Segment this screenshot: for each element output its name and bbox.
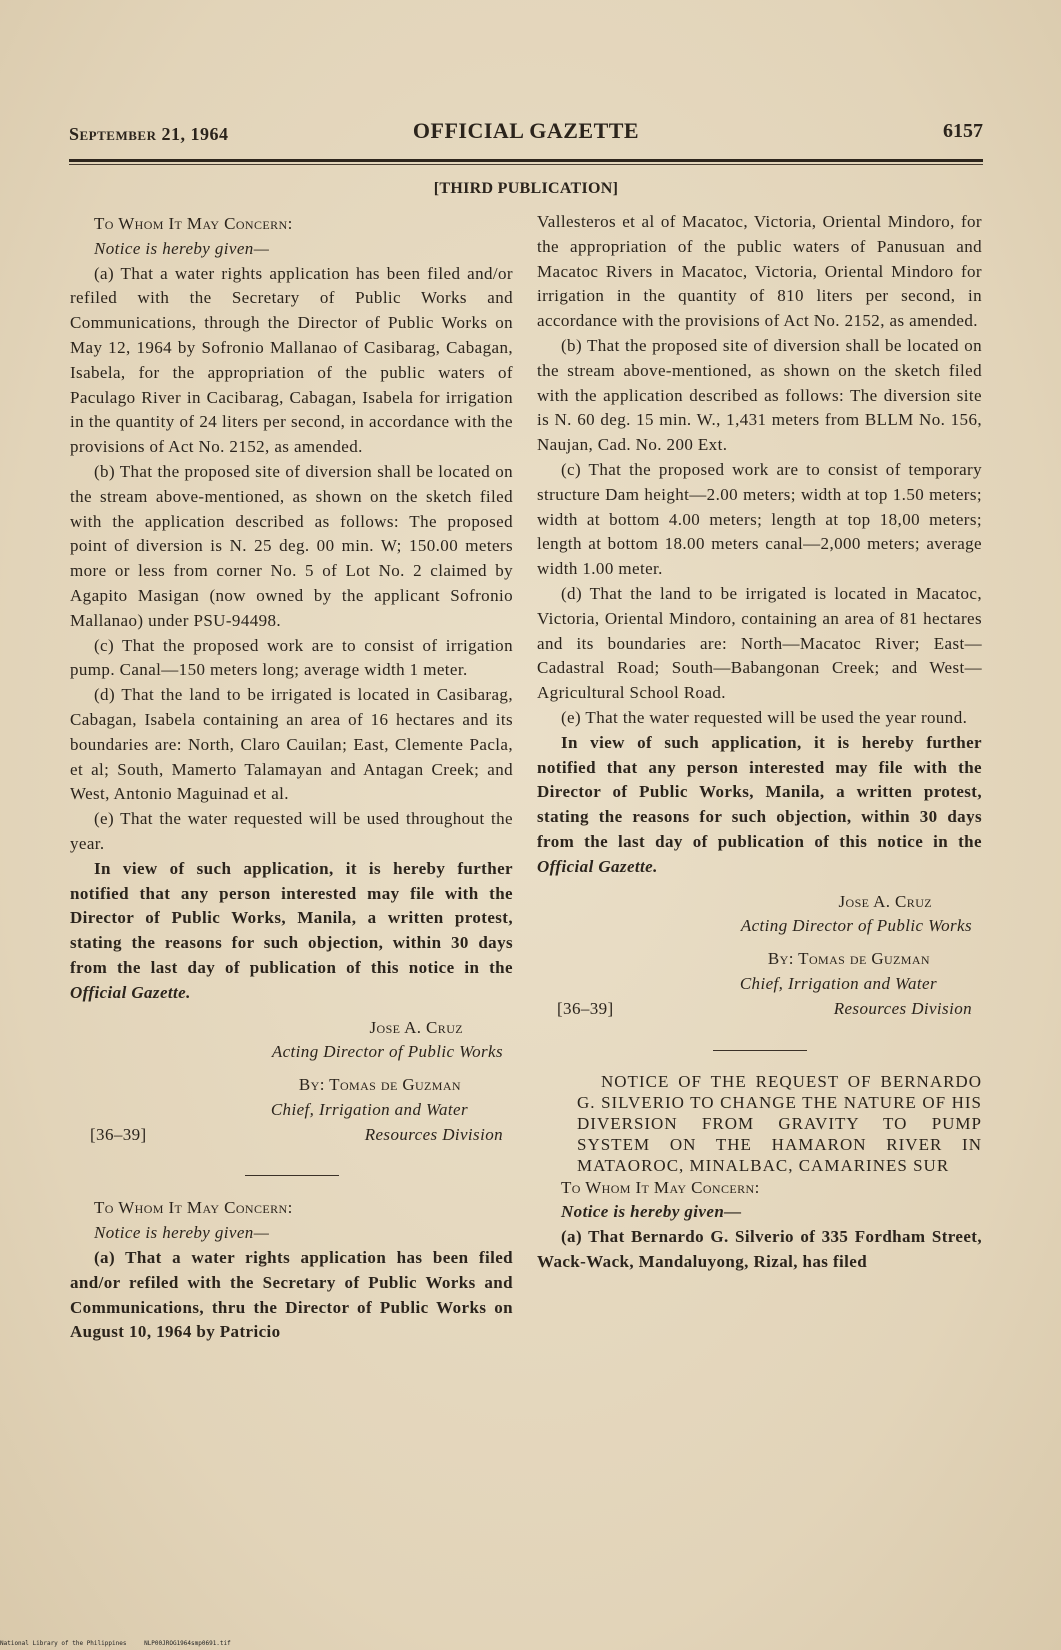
header-rule	[69, 159, 983, 162]
paragraph-a-continued: Vallesteros et al of Macatoc, Victoria, Oriental Mindoro, for the appropriation of the public waters of Panusuan and Macatoc Rivers in Macatoc, Victoria, Oriental Mindoro for irrigation in the quantity of 810 liters per second, in accordance with the provisions of Act No. 2152, as amended.	[537, 212, 982, 331]
gazette-reference: Official Gazette.	[70, 982, 191, 1002]
closing-paragraph	[537, 731, 982, 880]
reference-number: [36–39]	[90, 1124, 147, 1144]
file-name: NLP00JROG1964smp0691.tif	[144, 1640, 231, 1647]
by-title-1: Chief, Irrigation and Water	[739, 973, 937, 993]
salutation: To Whom It May Concern:	[561, 1177, 760, 1197]
signatory-name: Jose A. Cruz	[838, 891, 932, 911]
by-title-1: Chief, Irrigation and Water	[270, 1099, 468, 1119]
notice-intro: Notice is hereby given—	[94, 1223, 270, 1243]
publication-title: OFFICIAL GAZETTE	[412, 118, 640, 143]
left-column	[70, 212, 513, 1345]
library-credit: National Library of the Philippines	[0, 1640, 127, 1647]
gazette-reference: Official Gazette.	[537, 856, 658, 876]
paragraph-a: (a) That Bernardo G. Silverio of 335 Fordham Street, Wack-Wack, Mandaluyong, Rizal, has filed	[537, 1227, 982, 1271]
page-header	[69, 118, 983, 150]
paragraph-b: (b) That the proposed site of diversion shall be located on the stream above-mentioned, as shown on the sketch filed with the application described as follows: The proposed point of diversion is N. 25 deg. 00 min. W; 150.00 meters more or less from corner No. 5 of Lot No. 2 claimed by Agapito Masigan (now owned by the applicant Sofronio Mallanao) under PSU-94498.	[70, 461, 513, 630]
paragraph-d: (d) That the land to be irrigated is located in Macatoc, Victoria, Oriental Mindoro, containing an area of 81 hectares and its boundaries are: North—Macatoc River; East—Cadastral Road; South—Babangonan Creek; and West—Agricultural School Road.	[537, 583, 982, 703]
signatory-title: Acting Director of Public Works	[740, 916, 972, 936]
notice-title: NOTICE OF THE REQUEST OF BERNARDO G. SILVERIO TO CHANGE THE NATURE OF HIS DIVERSION FROM GRAVITY TO PUMP SYSTEM ON THE HAMARON RIVER IN MATAOROC, MINALBAC, CAMARINES SUR	[577, 1071, 982, 1175]
closing-paragraph	[70, 857, 513, 1006]
signatory-title: Acting Director of Public Works	[271, 1042, 503, 1062]
scan-footer	[0, 1640, 245, 1647]
paragraph-c: (c) That the proposed work are to consist of irrigation pump. Canal—150 meters long; average width 1 meter.	[70, 635, 513, 680]
paragraph-d: (d) That the land to be irrigated is located in Casibarag, Cabagan, Isabela containing an area of 16 hectares and its boundaries are: North, Claro Cauilan; East, Clemente Pacla, et al; South, Mamerto Talamayan and Antagan Creek; and West, Antonio Maguinad et al.	[70, 685, 513, 804]
signature-block	[537, 890, 982, 1022]
by-title-2: Resources Division	[833, 998, 972, 1018]
page-number: 6157	[943, 120, 983, 142]
signature-block	[70, 1016, 513, 1148]
paragraph-a: (a) That a water rights application has been filed and/or refiled with the Secretary of Public Works and Communications, thru the Director of Public Works on August 10, 1964 by Patricio	[70, 1248, 513, 1342]
notice-intro: Notice is hereby given—	[94, 238, 270, 258]
header-rule-thin	[69, 164, 983, 165]
paragraph-e: (e) That the water requested will be used the year round.	[561, 707, 968, 727]
by-line: By: Tomas de Guzman	[298, 1075, 461, 1095]
closing-text: In view of such application, it is hereby further notified that any person interested may file with the Director of Public Works, Manila, a written protest, stating the reasons for such objection, within 30 days from the last day of publication of this notice in the	[70, 858, 513, 977]
reference-number: [36–39]	[557, 998, 614, 1018]
section-separator	[245, 1175, 339, 1176]
publication-label: [THIRD PUBLICATION]	[433, 180, 619, 197]
paragraph-b: (b) That the proposed site of diversion shall be located on the stream above-mentioned, as shown on the sketch filed with the application described as follows: The diversion site is N. 60 deg. 15 min. W., 1,431 meters from BLLM No. 156, Naujan, Cad. No. 200 Ext.	[537, 335, 982, 455]
notice-intro: Notice is hereby given—	[561, 1202, 742, 1222]
by-line: By: Tomas de Guzman	[767, 949, 930, 969]
salutation: To Whom It May Concern:	[94, 214, 293, 233]
right-column	[537, 210, 982, 1275]
section-separator	[713, 1050, 807, 1051]
paragraph-c: (c) That the proposed work are to consist of temporary structure Dam height—2.00 meters; width at top 1.50 meters; width at bottom 4.00 meters; length at top 18,00 meters; length at bottom 18.00 meters canal—2,000 meters; average width 1.00 meter.	[537, 459, 982, 579]
closing-text: In view of such application, it is hereby further notified that any person interested may file with the Director of Public Works, Manila, a written protest, stating the reasons for such objection, within 30 days from the last day of publication of this notice in the	[537, 732, 982, 851]
paragraph-a: (a) That a water rights application has been filed and/or refiled with the Secretary of Public Works and Communications, through the Director of Public Works on May 12, 1964 by Sofronio Mallanao of Casibarag, Cabagan, Isabela, for the appropriation of the public waters of Paculago River in Cacibarag, Cabagan, Isabela for irrigation in the quantity of 24 liters per second, in accordance with the provisions of Act No. 2152, as amended.	[70, 263, 513, 457]
by-title-2: Resources Division	[364, 1124, 503, 1144]
signatory-name: Jose A. Cruz	[369, 1017, 463, 1037]
issue-date: September 21, 1964	[69, 124, 229, 144]
paragraph-e: (e) That the water requested will be used throughout the year.	[70, 809, 513, 853]
salutation: To Whom It May Concern:	[94, 1198, 293, 1218]
